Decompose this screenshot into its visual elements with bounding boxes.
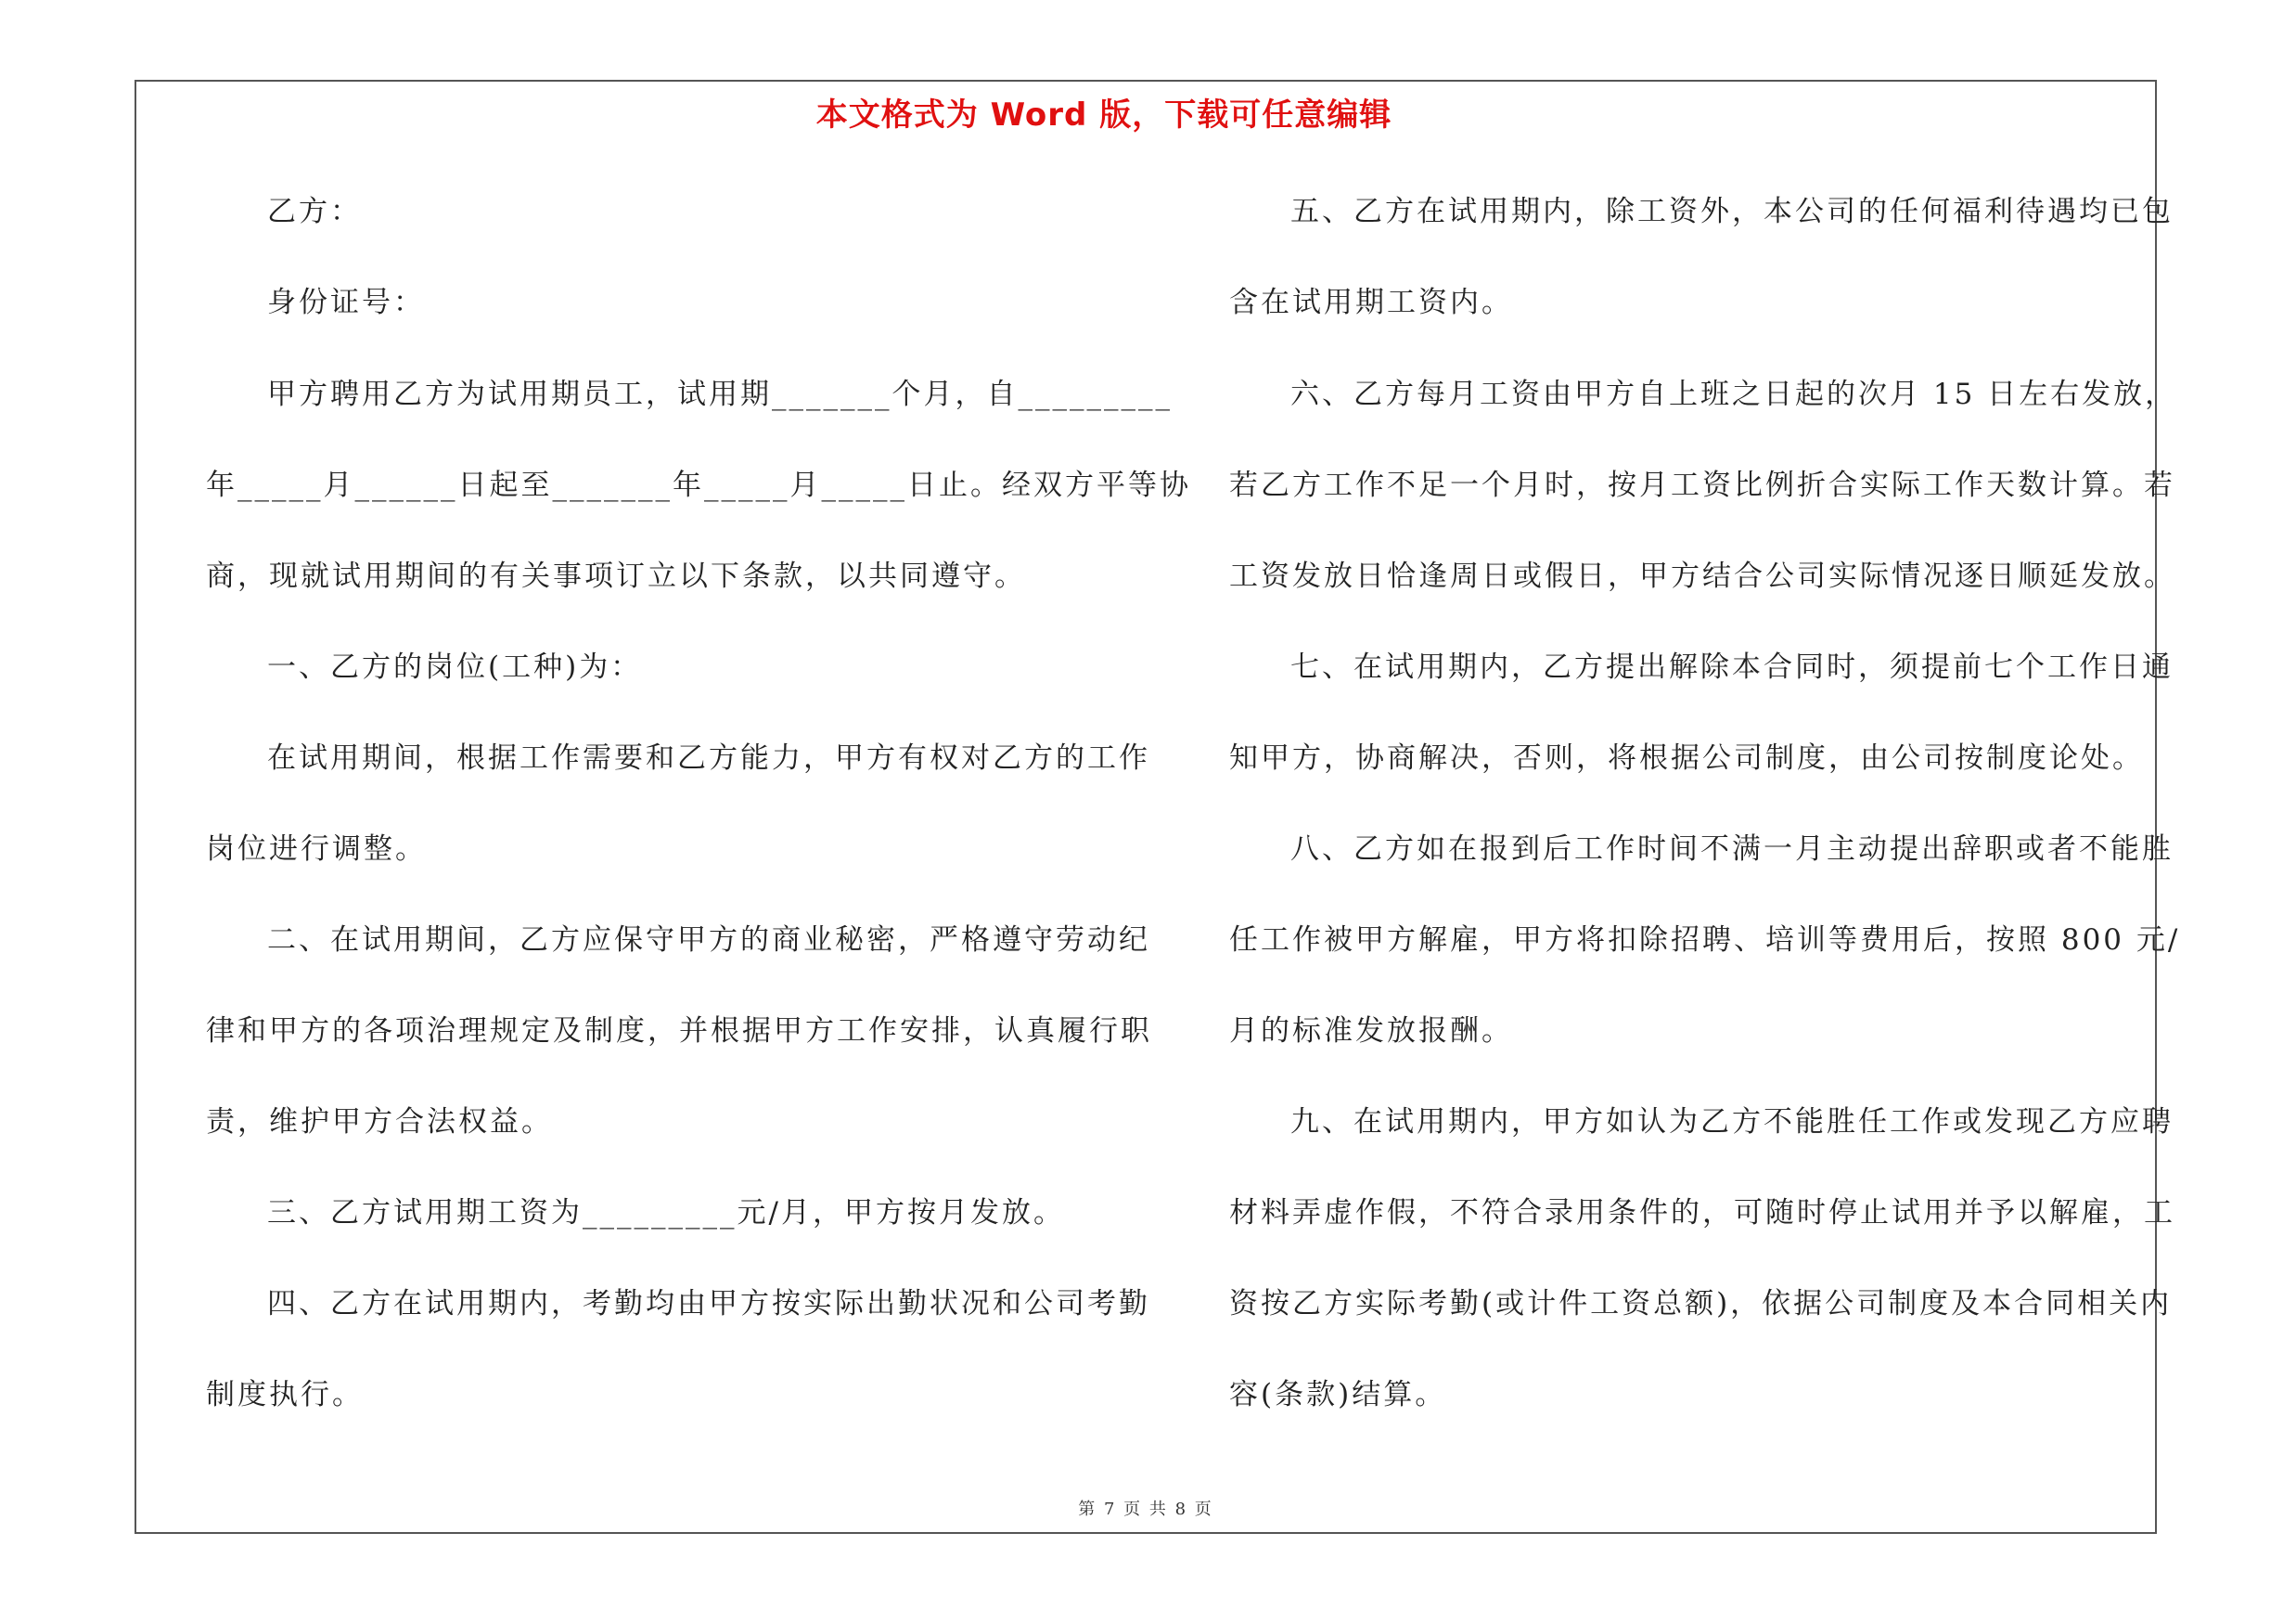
paragraph-line: 二、在试用期间，乙方应保守甲方的商业秘密，严格遵守劳动纪 xyxy=(267,923,1150,957)
paragraph-line: 月的标准发放报酬。 xyxy=(1229,1014,1513,1048)
paragraph-line: 责，维护甲方合法权益。 xyxy=(206,1105,553,1139)
id-number-label: 身份证号： xyxy=(267,286,425,319)
party-b-label: 乙方： xyxy=(267,195,362,228)
paragraph-line: 材料弄虚作假，不符合录用条件的，可随时停止试用并予以解雇，工 xyxy=(1229,1196,2175,1230)
paragraph-line: 制度执行。 xyxy=(206,1378,364,1411)
page-number-footer: 第 7 页 共 8 页 xyxy=(1078,1500,1213,1519)
paragraph-line: 年_____月______日起至_______年_____月_____日止。经双方平等协 xyxy=(206,469,1191,502)
paragraph-line: 八、乙方如在报到后工作时间不满一月主动提出辞职或者不能胜 xyxy=(1290,832,2174,866)
paragraph-line: 九、在试用期内，甲方如认为乙方不能胜任工作或发现乙方应聘 xyxy=(1290,1105,2174,1139)
paragraph-line: 容(条款)结算。 xyxy=(1229,1378,1447,1411)
paragraph-line: 三、乙方试用期工资为_________元/月，甲方按月发放。 xyxy=(267,1196,1065,1230)
paragraph-line: 六、乙方每月工资由甲方自上班之日起的次月 15 日左右发放， xyxy=(1290,378,2177,411)
paragraph-line: 知甲方，协商解决，否则，将根据公司制度，由公司按制度论处。 xyxy=(1229,741,2144,775)
paragraph-line: 工资发放日恰逢周日或假日，甲方结合公司实际情况逐日顺延发放。 xyxy=(1229,560,2175,593)
paragraph-line: 七、在试用期内，乙方提出解除本合同时，须提前七个工作日通 xyxy=(1290,650,2174,684)
paragraph-line: 五、乙方在试用期内，除工资外，本公司的任何福利待遇均已包 xyxy=(1290,195,2174,228)
paragraph-line: 岗位进行调整。 xyxy=(206,832,427,866)
clause-heading: 一、乙方的岗位(工种)为： xyxy=(267,650,643,684)
header-banner: 本文格式为 Word 版，下载可任意编辑 xyxy=(815,97,1392,134)
paragraph-line: 含在试用期工资内。 xyxy=(1229,286,1513,319)
paragraph-line: 商，现就试用期间的有关事项订立以下条款，以共同遵守。 xyxy=(206,560,1026,593)
paragraph-line: 四、乙方在试用期内，考勤均由甲方按实际出勤状况和公司考勤 xyxy=(267,1287,1150,1320)
paragraph-line: 资按乙方实际考勤(或计件工资总额)，依据公司制度及本合同相关内 xyxy=(1229,1287,2173,1320)
paragraph-line: 在试用期间，根据工作需要和乙方能力，甲方有权对乙方的工作 xyxy=(267,741,1150,775)
paragraph-line: 律和甲方的各项治理规定及制度，并根据甲方工作安排，认真履行职 xyxy=(206,1014,1152,1048)
paragraph-line: 若乙方工作不足一个月时，按月工资比例折合实际工作天数计算。若 xyxy=(1229,469,2175,502)
paragraph-line: 任工作被甲方解雇，甲方将扣除招聘、培训等费用后，按照 800 元/ xyxy=(1229,923,2181,957)
paragraph-line: 甲方聘用乙方为试用期员工，试用期_______个月，自_________ xyxy=(267,378,1173,411)
